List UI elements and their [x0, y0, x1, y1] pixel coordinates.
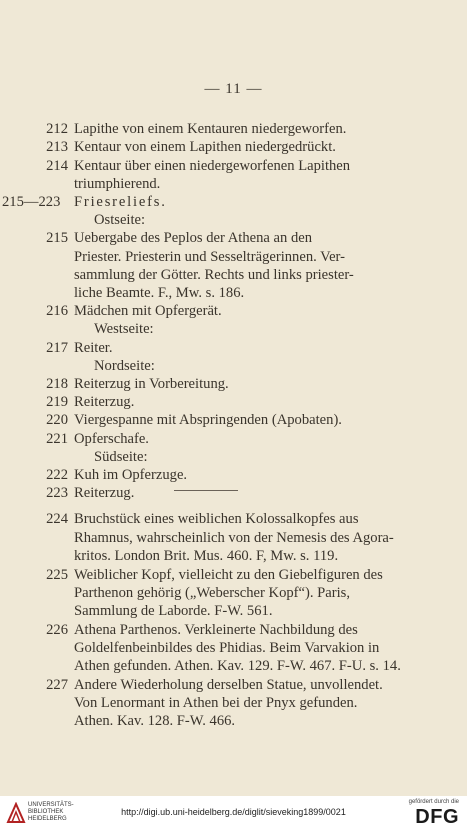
- entry-text: Uebergabe des Peplos der Athena an den: [74, 230, 313, 246]
- dfg-logo: DFG: [415, 806, 459, 828]
- catalogue-number: 225: [46, 567, 68, 583]
- entry-text: Friesreliefs.: [74, 194, 167, 210]
- entry-text: Kentaur von einem Lapithen niedergedrückt.: [74, 139, 336, 155]
- entry-text: Sammlung de Laborde. F-W. 561.: [74, 603, 273, 619]
- entry-text: Ostseite:: [94, 212, 146, 228]
- entry-text: Kentaur über einen niedergeworfenen Lapithen: [74, 158, 351, 174]
- entry-text: Priester. Priesterin und Sesselträgerinnen. Ver-: [74, 249, 345, 265]
- entry-text: Athen gefunden. Athen. Kav. 129. F-W. 467. F-U. s. 14.: [74, 658, 401, 674]
- entry-text: Mädchen mit Opfergerät.: [74, 303, 222, 319]
- entry-text: Bruchstück eines weiblichen Kolossalkopfes aus: [74, 511, 359, 527]
- entry-text: Athen. Kav. 128. F-W. 466.: [74, 713, 236, 729]
- catalogue-number: 216: [46, 303, 68, 319]
- catalogue-number: 214: [46, 158, 68, 174]
- catalogue-number: 215: [46, 230, 68, 246]
- entry-text: Von Lenormant in Athen bei der Pnyx gefunden.: [74, 695, 358, 711]
- catalogue-number: 218: [46, 376, 68, 392]
- funding-caption: gefördert durch die: [408, 799, 459, 805]
- library-name: UNIVERSITÄTS- BIBLIOTHEK HEIDELBERG: [28, 802, 74, 822]
- permalink-url[interactable]: http://digi.ub.uni-heidelberg.de/diglit/sieveking1899/0021: [121, 807, 346, 817]
- entry-text: Andere Wiederholung derselben Statue, unvollendet.: [74, 677, 383, 693]
- entry-text: triumphierend.: [74, 176, 161, 192]
- entry-text: Lapithe von einem Kentauren niedergeworfen.: [74, 121, 347, 137]
- catalogue-number: 215—223: [2, 194, 61, 210]
- entry-text: Südseite:: [94, 449, 148, 465]
- entry-text: Kuh im Opferzuge.: [74, 467, 188, 483]
- catalogue-number: 223: [46, 485, 68, 501]
- entry-text: Opferschafe.: [74, 431, 149, 447]
- catalogue-number: 221: [46, 431, 68, 447]
- entry-text: Athena Parthenos. Verkleinerte Nachbildung des: [74, 622, 358, 638]
- entry-text: kritos. London Brit. Mus. 460. F, Mw. s. 119.: [74, 548, 339, 564]
- viewer-footer: [0, 796, 467, 831]
- catalogue-number: 212: [46, 121, 68, 137]
- entry-text: Reiterzug.: [74, 485, 135, 501]
- entry-text: Goldelfenbeinbildes des Phidias. Beim Varvakion in: [74, 640, 380, 656]
- catalogue-number: 220: [46, 412, 68, 428]
- entry-text: Reiterzug in Vorbereitung.: [74, 376, 229, 392]
- entry-text: Parthenon gehörig („Weberscher Kopf“). Paris,: [74, 585, 351, 601]
- entry-text: Westseite:: [94, 321, 154, 337]
- catalogue-number: 227: [46, 677, 68, 693]
- entry-text: Reiterzug.: [74, 394, 135, 410]
- section-divider: [174, 490, 238, 491]
- entry-text: Nordseite:: [94, 358, 155, 374]
- catalogue-number: 224: [46, 511, 68, 527]
- catalogue-number: 213: [46, 139, 68, 155]
- entry-text: Viergespanne mit Abspringenden (Apobaten).: [74, 412, 342, 428]
- entry-text: Rhamnus, wahrscheinlich von der Nemesis des Agora-: [74, 530, 394, 546]
- entry-text: Weiblicher Kopf, vielleicht zu den Giebelfiguren des: [74, 567, 383, 583]
- entry-text: sammlung der Götter. Rechts und links priester-: [74, 267, 354, 283]
- entry-text: Reiter.: [74, 340, 113, 356]
- entry-text: liche Beamte. F., Mw. s. 186.: [74, 285, 245, 301]
- catalogue-number: 226: [46, 622, 68, 638]
- catalogue-number: 219: [46, 394, 68, 410]
- catalogue-number: 217: [46, 340, 68, 356]
- catalogue-number: 222: [46, 467, 68, 483]
- page-number: — 11 —: [204, 81, 263, 97]
